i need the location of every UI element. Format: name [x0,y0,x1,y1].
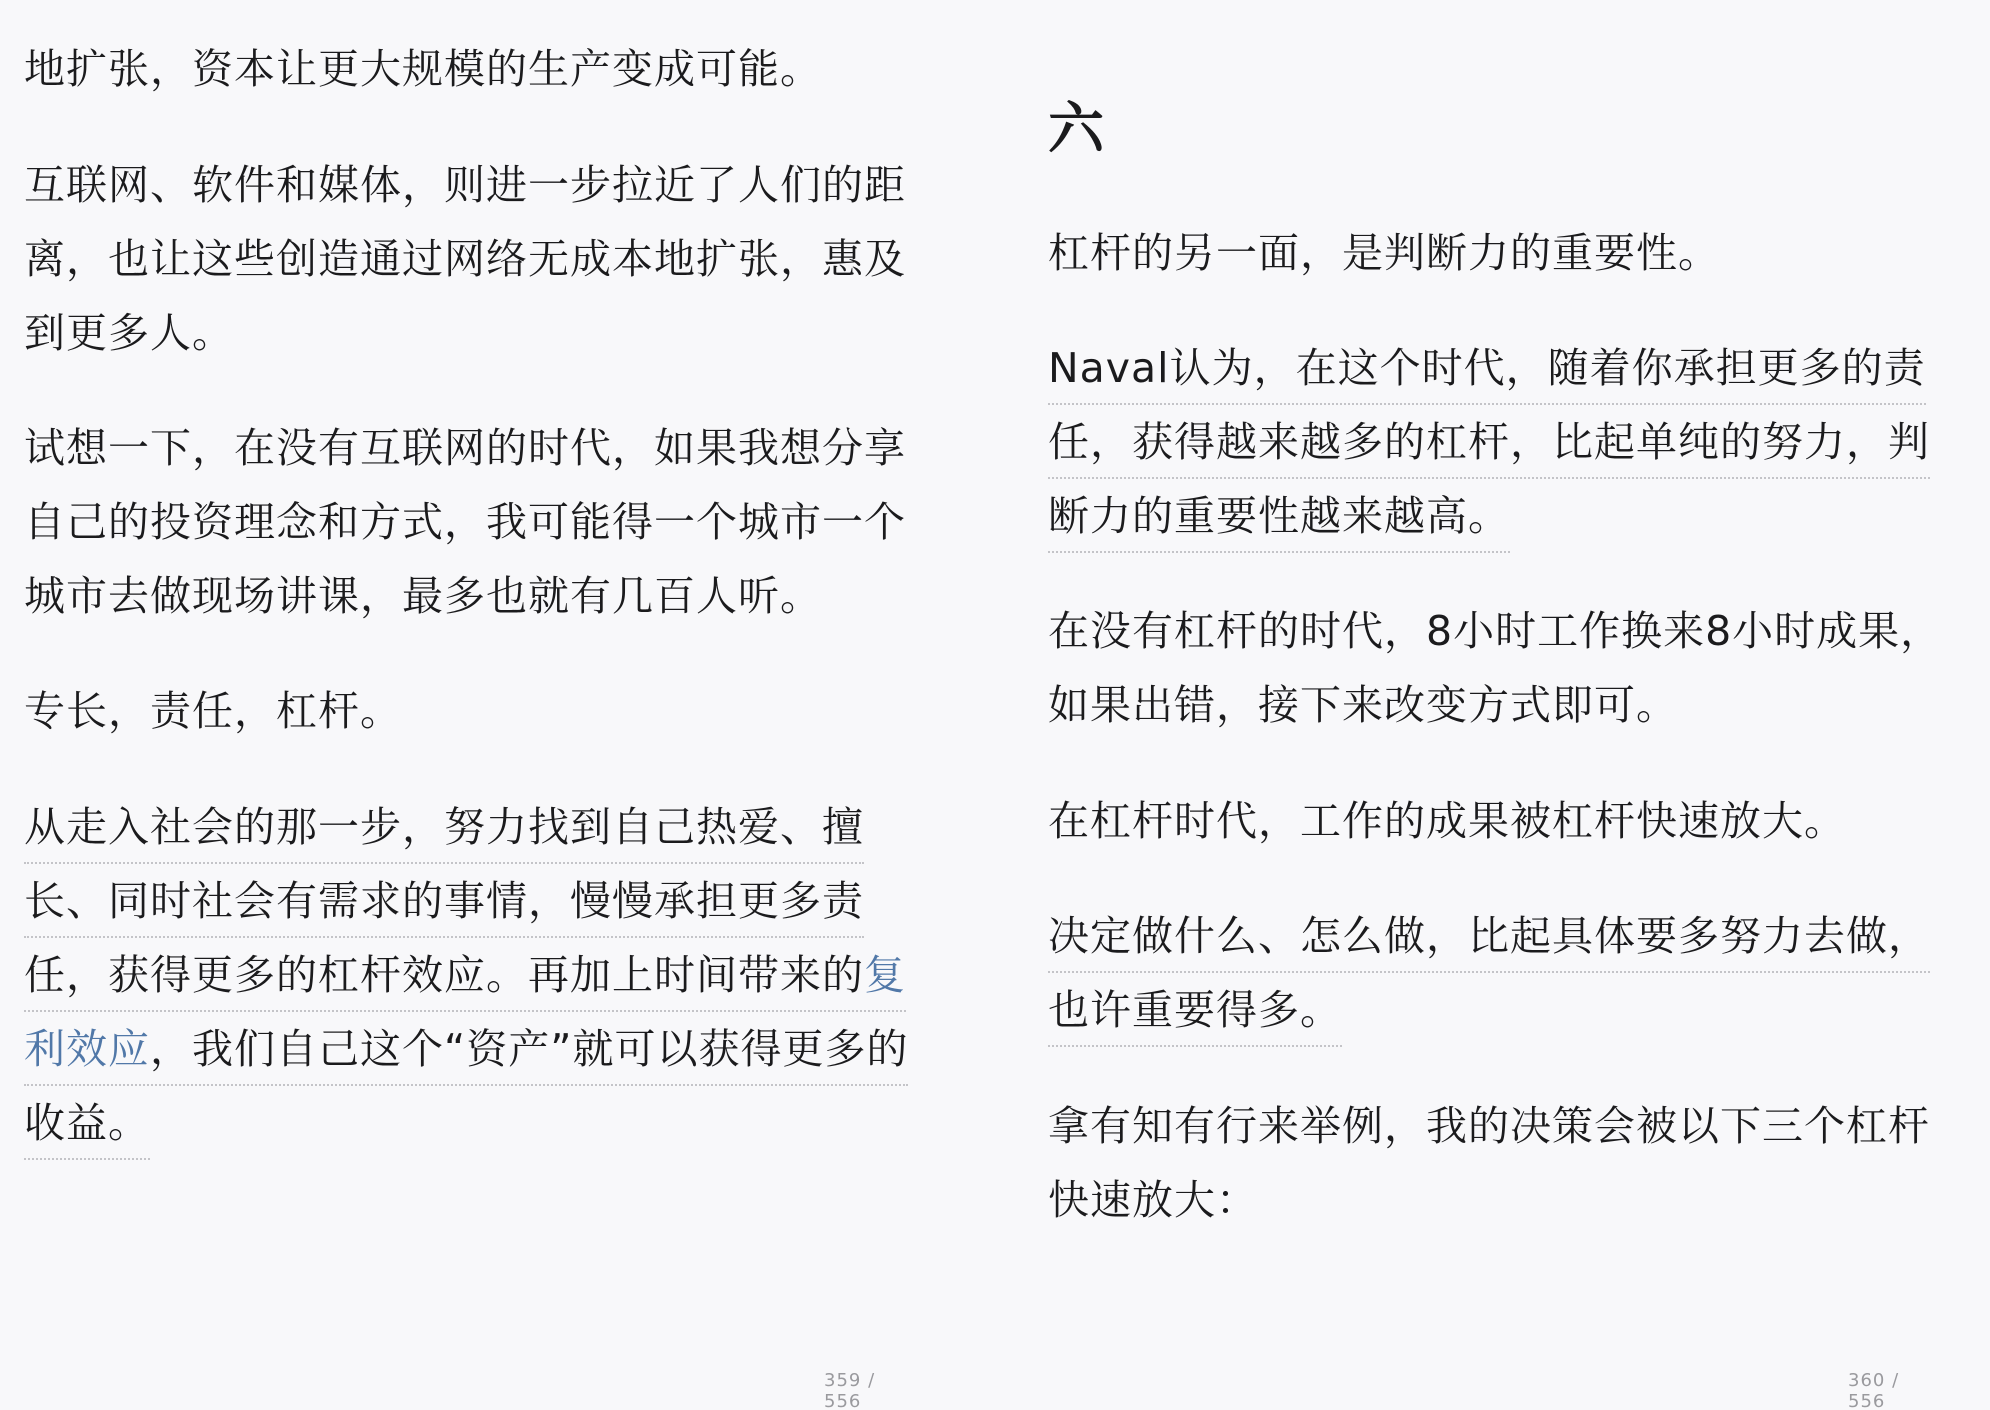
paragraph-judgment [1048,216,1720,290]
page-number: 359 / 556 [824,1370,876,1410]
text-line: 离，也让这些创造通过网络无成本地扩张，惠及 [24,235,906,283]
text-line: 拿有知有行来举例，我的决策会被以下三个杠杆 [1048,1102,1930,1150]
chapter-heading: 六 [1048,96,1104,162]
highlight-underline[interactable] [24,1012,908,1086]
highlight-underline[interactable]: 收益。 [24,1086,150,1160]
text-line: 在杠杆时代，工作的成果被杠杆快速放大。 [1048,797,1846,845]
highlight-underline[interactable]: 断力的重要性越来越高。 [1048,479,1510,553]
text-line: 互联网、软件和媒体，则进一步拉近了人们的距 [24,161,906,209]
highlight-underline[interactable]: 从走入社会的那一步，努力找到自己热爱、擅 [24,790,864,864]
highlight-underline[interactable]: 也许重要得多。 [1048,973,1342,1047]
paragraph-imagine [24,411,906,633]
text-line [1048,405,1930,479]
page-number: 360 / 556 [1848,1370,1900,1410]
text-line: 城市去做现场讲课，最多也就有几百人听。 [24,572,822,620]
highlight-underline[interactable] [24,938,906,1012]
text-line: 如果出错，接下来改变方式即可。 [1048,681,1678,729]
text-segment: ，我们自己这个“资产”就可以获得更多的 [150,1025,909,1073]
paragraph-leverage-era [1048,784,1846,858]
highlight-underline[interactable]: Naval认为，在这个时代，随着你承担更多的责 [1048,331,1926,405]
text-line [1048,479,1930,553]
text-line: 在没有杠杆的时代，8小时工作换来8小时成果， [1048,607,1943,655]
paragraph-internet [24,148,906,370]
text-line [24,790,908,864]
text-line: 地扩张，资本让更大规模的生产变成可能。 [24,45,822,93]
highlight-underline[interactable]: 决定做什么、怎么做，比起具体要多努力去做， [1048,899,1930,973]
highlight-underline[interactable]: 任，获得越来越多的杠杆，比起单纯的努力，判 [1048,405,1930,479]
paragraph-no-leverage [1048,594,1942,742]
paragraph-example [1048,1089,1930,1237]
compound-effect-link[interactable]: 利效应 [24,1025,150,1073]
paragraph-intro-tail [24,32,822,106]
text-line: 到更多人。 [24,309,234,357]
text-line: 自己的投资理念和方式，我可能得一个城市一个 [24,498,906,546]
compound-effect-link[interactable]: 复 [864,951,906,999]
text-line: 快速放大： [1048,1176,1258,1224]
highlight-underline[interactable]: 长、同时社会有需求的事情，慢慢承担更多责 [24,864,864,938]
paragraph-naval-highlighted [1048,331,1930,553]
text-line [24,1086,908,1160]
text-line [24,864,908,938]
paragraph-decide-highlighted [1048,899,1930,1047]
text-line [24,1012,908,1086]
text-line: 试想一下，在没有互联网的时代，如果我想分享 [24,424,906,472]
text-line [1048,973,1930,1047]
right-page[interactable] [1048,0,1943,1410]
text-line: 杠杆的另一面，是判断力的重要性。 [1048,229,1720,277]
text-line: 专长，责任，杠杆。 [24,687,402,735]
paragraph-summary [24,674,402,748]
left-page[interactable] [24,0,914,1410]
text-segment: 任，获得更多的杠杆效应。再加上时间带来的 [24,951,864,999]
paragraph-society-highlighted [24,790,908,1160]
text-line [1048,899,1930,973]
text-line [1048,331,1930,405]
text-line [24,938,908,1012]
